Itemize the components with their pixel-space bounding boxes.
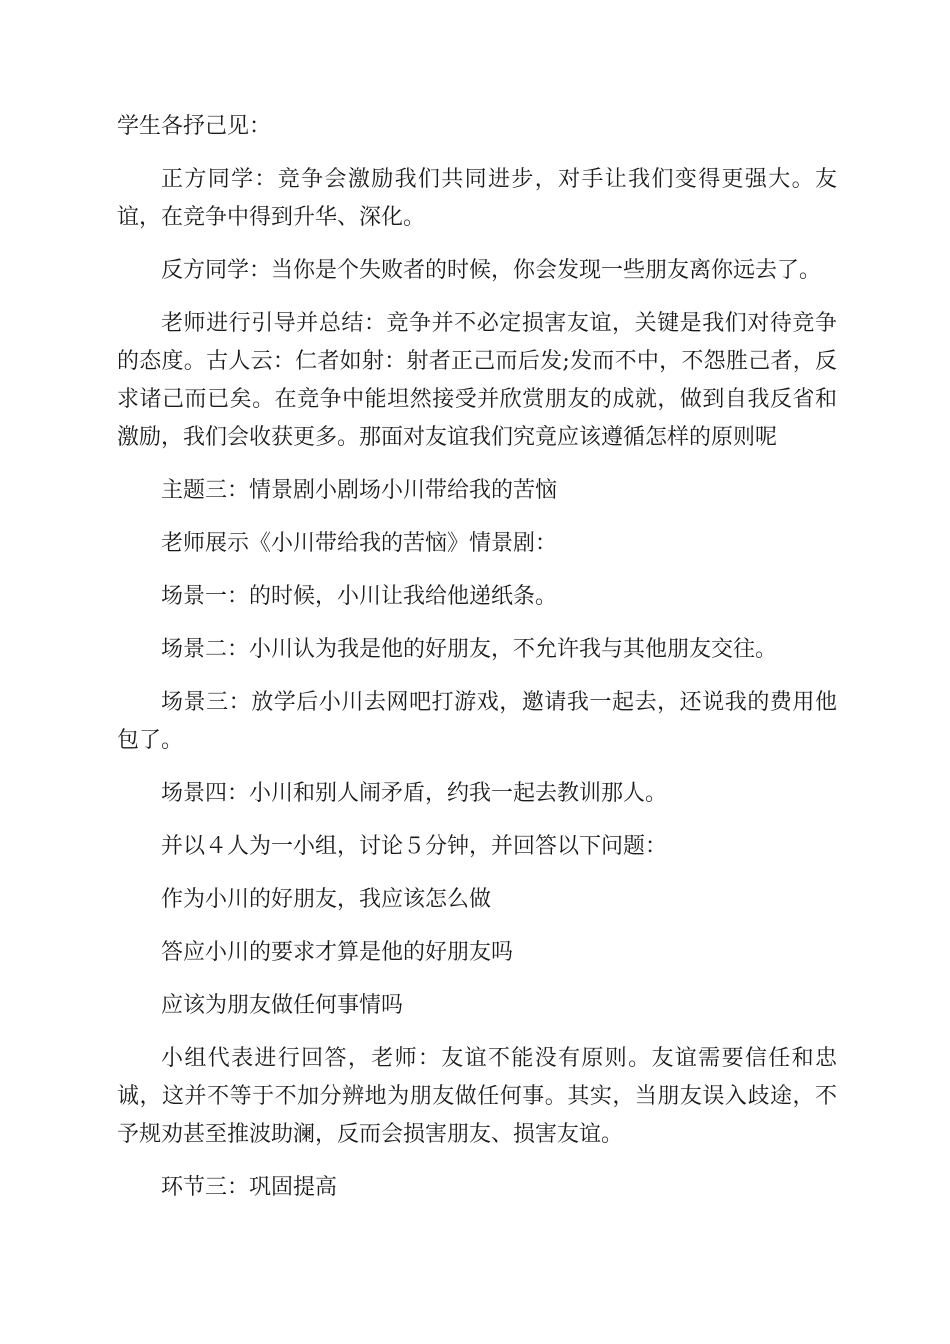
paragraph-question-three: 应该为朋友做任何事情吗 [161,993,404,1018]
paragraph-question-one: 作为小川的好朋友，我应该怎么做 [161,887,492,912]
paragraph-scene-two: 场景二：小川认为我是他的好朋友，不允许我与其他朋友交往。 [161,637,778,662]
paragraph-scene-one: 场景一：的时候，小川让我给他递纸条。 [161,584,558,609]
paragraph-scene-three: 场景三：放学后小川去网吧打游戏，邀请我一起去，还说我的费用他包了。 [117,690,837,753]
paragraph-group-discussion: 并以４人为一小组，讨论５分钟，并回答以下问题： [161,834,668,859]
paragraph-section-three: 环节三：巩固提高 [161,1175,338,1200]
document-body [117,108,837,1222]
paragraph-negative-side: 反方同学：当你是个失败者的时候，你会发现一些朋友离你远去了。 [161,258,822,283]
paragraph-students-opinions: 学生各抒己见： [117,114,272,139]
paragraph-question-two: 答应小川的要求才算是他的好朋友吗 [161,940,514,965]
paragraph-teacher-summary: 老师进行引导并总结：竞争并不必定损害友谊，关键是我们对待竞争的态度。古人云：仁者如射：射者正己而后发;发而不中，不怨胜己者，反求诸己而已矣。在竞争中能坦然接受并欣赏朋友的成就，做到自我反省和激励，我们会收获更多。那面对友谊我们究竟应该遵循怎样的原则呢 [117,311,837,450]
paragraph-teacher-shows-play: 老师展示《小川带给我的苦恼》情景剧： [161,531,558,556]
paragraph-group-answer: 小组代表进行回答，老师：友谊不能没有原则。友谊需要信任和忠诚，这并不等于不加分辨地为朋友做任何事。其实，当朋友误入歧途，不予规劝甚至推波助澜，反而会损害朋友、损害友谊。 [117,1046,837,1147]
paragraph-theme-three: 主题三：情景剧小剧场小川带给我的苦恼 [161,478,558,503]
paragraph-affirmative-side: 正方同学：竞争会激励我们共同进步，对手让我们变得更强大。友谊，在竞争中得到升华、深化。 [117,167,837,230]
paragraph-scene-four: 场景四：小川和别人闹矛盾，约我一起去教训那人。 [161,781,668,806]
